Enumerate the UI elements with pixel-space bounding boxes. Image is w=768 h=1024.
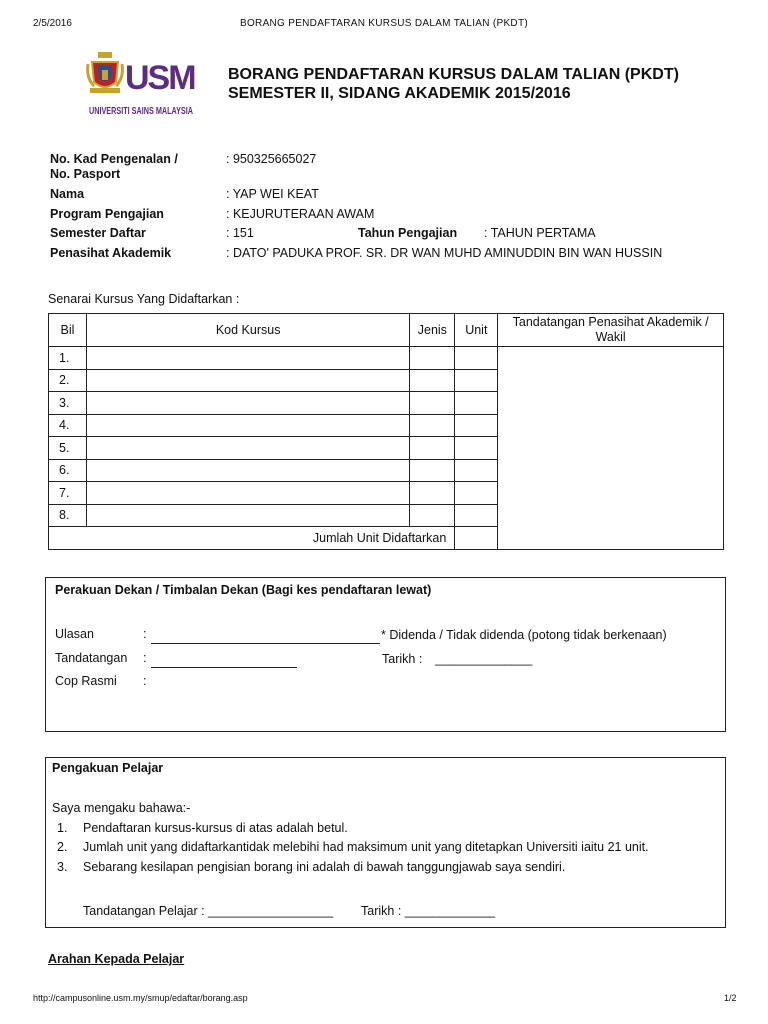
course-table-header bbox=[49, 314, 724, 347]
advisor-value: : DATO' PADUKA PROF. SR. DR WAN MUHD AMINUDDIN BIN WAN HUSSIN bbox=[226, 246, 663, 260]
print-title: BORANG PENDAFTARAN KURSUS DALAM TALIAN (PKDT) bbox=[240, 18, 528, 29]
header-signature: Tandatangan Penasihat Akademik / Wakil bbox=[498, 314, 724, 347]
kod-cell bbox=[86, 504, 409, 527]
declaration-item-number: 1. bbox=[57, 821, 68, 835]
dean-signature-line bbox=[151, 667, 297, 668]
ulasan-line bbox=[151, 643, 380, 644]
row-number: 5. bbox=[49, 437, 87, 460]
program-label: Program Pengajian bbox=[50, 207, 164, 221]
advisor-label: Penasihat Akademik bbox=[50, 246, 172, 260]
student-signature-line: Tandatangan Pelajar : __________________ bbox=[83, 904, 334, 918]
jenis-cell bbox=[410, 392, 455, 415]
kod-cell bbox=[86, 392, 409, 415]
ic-label-2: No. Pasport bbox=[50, 167, 121, 181]
dean-date-line: ______________ bbox=[435, 652, 533, 666]
course-table bbox=[48, 313, 724, 550]
jenis-cell bbox=[410, 437, 455, 460]
kod-cell bbox=[86, 437, 409, 460]
usm-logo bbox=[86, 48, 196, 120]
unit-cell bbox=[455, 482, 498, 505]
ic-label-1: No. Kad Pengenalan / bbox=[50, 152, 178, 166]
ic-value: : 950325665027 bbox=[226, 152, 317, 166]
declaration-title: Pengakuan Pelajar bbox=[52, 761, 164, 775]
row-number: 1. bbox=[49, 347, 87, 370]
declaration-intro: Saya mengaku bahawa:- bbox=[52, 801, 191, 815]
ulasan-label: Ulasan bbox=[55, 627, 94, 641]
kod-cell bbox=[86, 482, 409, 505]
jenis-cell bbox=[410, 482, 455, 505]
unit-cell bbox=[455, 459, 498, 482]
footer-page-number: 1/2 bbox=[724, 993, 737, 1003]
fine-note: * Didenda / Tidak didenda (potong tidak berkenaan) bbox=[381, 628, 667, 642]
declaration-item-number: 3. bbox=[57, 860, 68, 874]
header-unit: Unit bbox=[455, 314, 498, 347]
header-kod-kursus: Kod Kursus bbox=[86, 314, 409, 347]
kod-cell bbox=[86, 459, 409, 482]
print-date: 2/5/2016 bbox=[33, 18, 72, 29]
total-units-label: Jumlah Unit Didaftarkan bbox=[49, 527, 455, 550]
logo-text: USM bbox=[125, 59, 195, 97]
year-value: : TAHUN PERTAMA bbox=[484, 226, 596, 240]
declaration-item: Jumlah unit yang didaftarkantidak melebihi had maksimum unit yang ditetapkan Universiti iaitu 21 unit. bbox=[83, 840, 649, 854]
row-number: 7. bbox=[49, 482, 87, 505]
declaration-item-number: 2. bbox=[57, 840, 68, 854]
jenis-cell bbox=[410, 459, 455, 482]
semester-value: : 151 bbox=[226, 226, 254, 240]
course-list-caption: Senarai Kursus Yang Didaftarkan : bbox=[48, 292, 240, 306]
jenis-cell bbox=[410, 369, 455, 392]
jenis-cell bbox=[410, 414, 455, 437]
name-value: : YAP WEI KEAT bbox=[226, 187, 319, 201]
year-label: Tahun Pengajian bbox=[358, 226, 458, 240]
header-jenis: Jenis bbox=[410, 314, 455, 347]
dean-date-label: Tarikh : bbox=[382, 652, 423, 666]
kod-cell bbox=[86, 347, 409, 370]
logo-university-name: UNIVERSITI SAINS MALAYSIA bbox=[89, 106, 194, 117]
instructions-heading: Arahan Kepada Pelajar bbox=[48, 952, 185, 966]
semester-label: Semester Daftar bbox=[50, 226, 146, 240]
student-date-line: Tarikh : _____________ bbox=[361, 904, 496, 918]
kod-cell bbox=[86, 414, 409, 437]
row-number: 2. bbox=[49, 369, 87, 392]
unit-cell bbox=[455, 347, 498, 370]
unit-cell bbox=[455, 392, 498, 415]
dean-signature-colon: : bbox=[143, 651, 147, 665]
kod-cell bbox=[86, 369, 409, 392]
dean-signature-label: Tandatangan bbox=[55, 651, 128, 665]
jenis-cell bbox=[410, 504, 455, 527]
signature-cell bbox=[498, 347, 724, 550]
footer-url: http://campusonline.usm.my/smup/edaftar/borang.asp bbox=[33, 993, 248, 1003]
unit-cell bbox=[455, 437, 498, 460]
row-number: 4. bbox=[49, 414, 87, 437]
unit-cell bbox=[455, 414, 498, 437]
row-number: 8. bbox=[49, 504, 87, 527]
row-number: 6. bbox=[49, 459, 87, 482]
declaration-item: Sebarang kesilapan pengisian borang ini adalah di bawah tanggungjawab saya sendiri. bbox=[83, 860, 566, 874]
total-units-cell bbox=[455, 527, 498, 550]
row-number: 3. bbox=[49, 392, 87, 415]
name-label: Nama bbox=[50, 187, 85, 201]
ulasan-colon: : bbox=[143, 627, 147, 641]
form-title-line1: BORANG PENDAFTARAN KURSUS DALAM TALIAN (PKDT) bbox=[228, 66, 679, 83]
jenis-cell bbox=[410, 347, 455, 370]
official-stamp-label: Cop Rasmi bbox=[55, 674, 117, 688]
table-row bbox=[49, 347, 724, 370]
official-stamp-colon: : bbox=[143, 674, 147, 688]
dean-box-title: Perakuan Dekan / Timbalan Dekan (Bagi kes pendaftaran lewat) bbox=[55, 583, 432, 597]
unit-cell bbox=[455, 504, 498, 527]
form-title-line2: SEMESTER II, SIDANG AKADEMIK 2015/2016 bbox=[228, 85, 571, 102]
declaration-item: Pendaftaran kursus-kursus di atas adalah betul. bbox=[83, 821, 348, 835]
header-bil: Bil bbox=[49, 314, 87, 347]
usm-crest-icon bbox=[86, 48, 196, 120]
unit-cell bbox=[455, 369, 498, 392]
program-value: : KEJURUTERAAN AWAM bbox=[226, 207, 375, 221]
